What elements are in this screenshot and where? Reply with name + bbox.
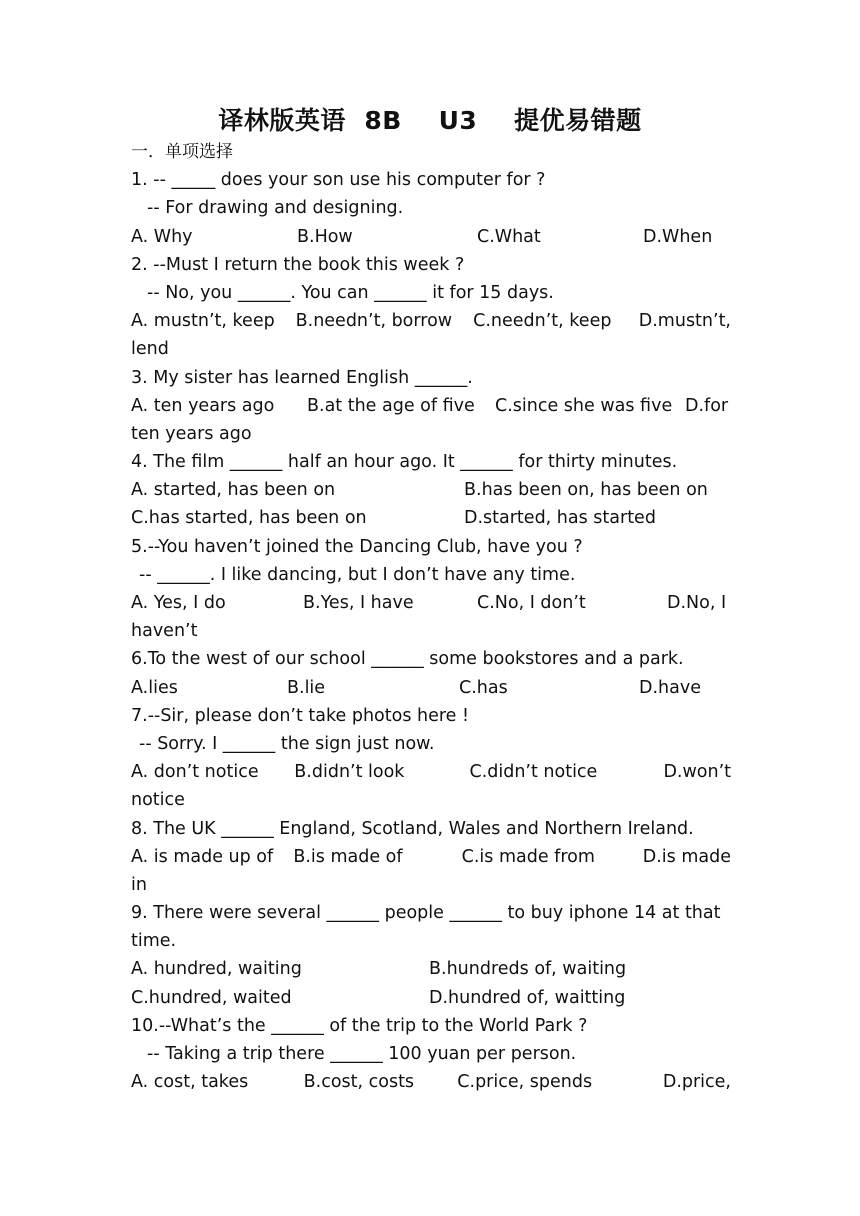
option-d: D.won’t xyxy=(663,762,732,783)
question-7-options xyxy=(131,758,731,786)
option-b: B.How xyxy=(297,226,353,247)
question-2-stem: 2. --Must I return the book this week ? xyxy=(131,254,465,275)
option-c: C.didn’t notice xyxy=(469,762,598,783)
question-9-options-row-2 xyxy=(131,984,731,1012)
option-b: B.didn’t look xyxy=(294,762,405,783)
option-c: C.What xyxy=(477,226,541,247)
option-b: B.is made of xyxy=(293,846,403,867)
option-a: A. Yes, I do xyxy=(131,593,226,613)
option-d: D.mustn’t, xyxy=(638,311,731,332)
question-6-options xyxy=(131,674,731,702)
option-a: A. is made up of xyxy=(131,846,274,867)
question-5-stem: 5.--You haven’t joined the Dancing Club, have you ? xyxy=(131,536,583,557)
question-body xyxy=(131,138,731,1096)
option-a: A. don’t notice xyxy=(131,762,259,783)
option-a: A. started, has been on xyxy=(131,480,336,501)
question-9-stem-wrap: time. xyxy=(131,931,177,952)
question-2-option-wrap: lend xyxy=(131,339,169,360)
option-d: D.hundred of, waitting xyxy=(429,987,626,1008)
option-b: B.lie xyxy=(287,677,326,698)
option-b: B.at the age of five xyxy=(307,395,475,416)
question-9-stem: 9. There were several ______ people ______ to buy iphone 14 at that xyxy=(131,903,721,924)
question-7-stem: 7.--Sir, please don’t take photos here ! xyxy=(131,705,470,726)
option-c: C.No, I don’t xyxy=(477,593,586,613)
question-4-options-row-2 xyxy=(131,504,731,532)
question-1-options xyxy=(131,223,731,251)
option-a: A. cost, takes xyxy=(131,1072,249,1093)
question-6-stem: 6.To the west of our school ______ some bookstores and a park. xyxy=(131,649,684,670)
question-5-reply: -- ______. I like dancing, but I don’t have any time. xyxy=(139,564,576,585)
option-c: C.needn’t, keep xyxy=(473,311,612,332)
question-8-options xyxy=(131,843,731,871)
option-a: A. mustn’t, keep xyxy=(131,311,275,332)
option-d: D.When xyxy=(643,226,713,247)
question-4-options-row-1 xyxy=(131,476,731,504)
option-d: D.price, xyxy=(662,1072,731,1093)
option-b: B.hundreds of, waiting xyxy=(429,959,627,980)
option-b: B.cost, costs xyxy=(303,1072,415,1093)
question-2-options xyxy=(131,307,731,335)
option-d: D.have xyxy=(639,677,701,698)
option-c: C.price, spends xyxy=(457,1072,593,1093)
option-c: C.has xyxy=(459,677,508,698)
page-title: 译林版英语 8B U3 提优易错题 xyxy=(218,106,642,135)
question-1-reply: -- For drawing and designing. xyxy=(147,198,404,219)
question-10-stem: 10.--What’s the ______ of the trip to the World Park ? xyxy=(131,1015,588,1036)
option-c: C.is made from xyxy=(461,846,595,867)
question-1-stem: 1. -- _____ does your son use his computer for ? xyxy=(131,170,546,191)
option-b: B.has been on, has been on xyxy=(464,480,708,501)
question-7-reply: -- Sorry. I ______ the sign just now. xyxy=(139,733,435,754)
option-c: C.has started, has been on xyxy=(131,508,367,529)
option-a: A.lies xyxy=(131,677,178,698)
question-5-option-wrap: haven’t xyxy=(131,621,198,642)
option-c: C.hundred, waited xyxy=(131,987,292,1008)
option-d: D.No, I xyxy=(667,593,727,613)
question-3-option-wrap: ten years ago xyxy=(131,423,252,444)
section-heading: 一．单项选择 xyxy=(131,142,233,162)
question-8-option-wrap: in xyxy=(131,874,147,895)
question-3-stem: 3. My sister has learned English ______. xyxy=(131,367,473,388)
option-d: D.started, has started xyxy=(464,508,656,529)
option-c: C.since she was five xyxy=(495,395,673,416)
option-a: A. Why xyxy=(131,226,193,247)
option-b: B.Yes, I have xyxy=(303,593,414,613)
question-4-stem: 4. The film ______ half an hour ago. It ______ for thirty minutes. xyxy=(131,452,678,473)
option-b: B.needn’t, borrow xyxy=(295,311,453,332)
option-a: A. ten years ago xyxy=(131,395,275,416)
question-9-options-row-1 xyxy=(131,955,731,983)
question-10-reply: -- Taking a trip there ______ 100 yuan per person. xyxy=(147,1044,577,1064)
question-2-reply: -- No, you ______. You can ______ it for 15 days. xyxy=(147,282,554,303)
option-a: A. hundred, waiting xyxy=(131,959,302,980)
question-3-options xyxy=(131,392,731,420)
question-7-option-wrap: notice xyxy=(131,790,185,811)
question-8-stem: 8. The UK ______ England, Scotland, Wales and Northern Ireland. xyxy=(131,818,694,839)
option-d: D.for xyxy=(685,395,729,416)
question-5-options xyxy=(131,589,731,617)
question-10-options xyxy=(131,1068,731,1096)
option-d: D.is made xyxy=(642,846,731,867)
